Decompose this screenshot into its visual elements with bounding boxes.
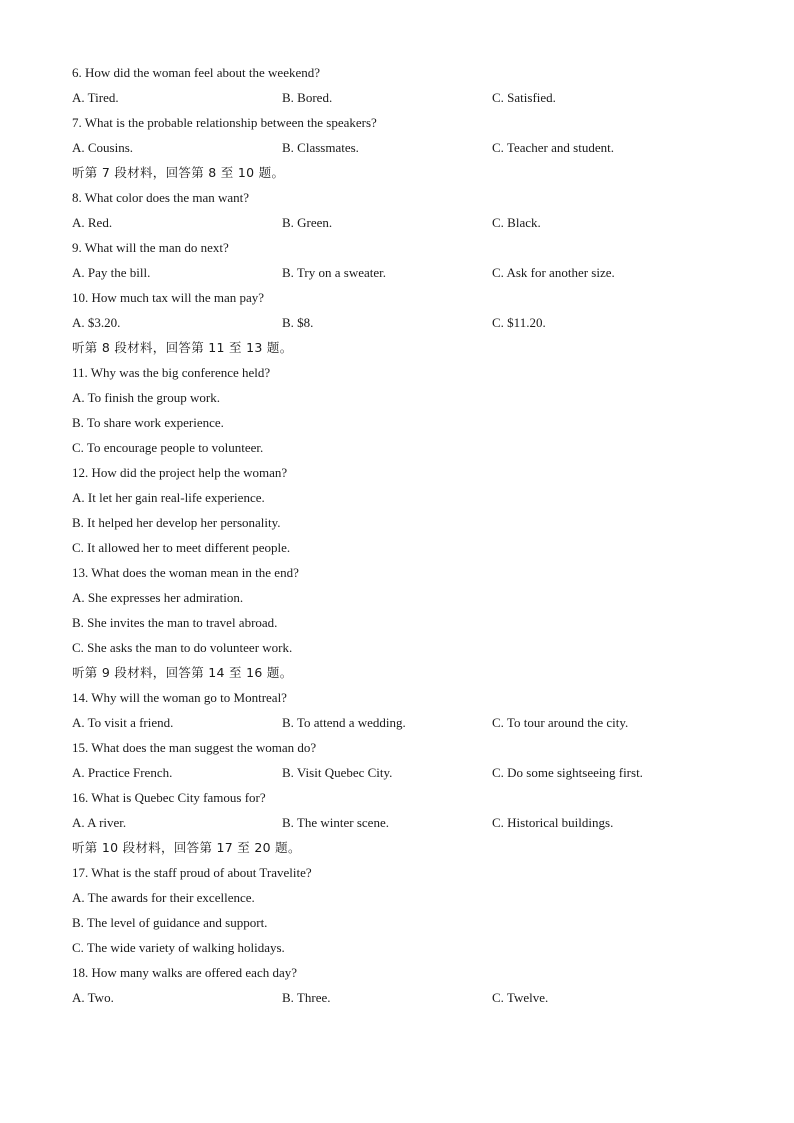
answer-option: C. To encourage people to volunteer. <box>72 440 264 455</box>
answer-option-a: A. Red. <box>72 215 113 230</box>
answer-option-a: A. $3.20. <box>72 315 121 330</box>
answer-option-a: A. To visit a friend. <box>72 715 174 730</box>
question-text: 6. How did the woman feel about the weekend? <box>72 65 321 80</box>
answer-option-c: C. To tour around the city. <box>492 715 629 730</box>
answer-option: B. She invites the man to travel abroad. <box>72 615 278 630</box>
section-heading: 听第 8 段材料，回答第 11 至 13 题。 <box>72 340 293 355</box>
answer-option-b: B. Three. <box>282 990 331 1005</box>
question-text: 7. What is the probable relationship between the speakers? <box>72 115 377 130</box>
answer-option-a: A. Cousins. <box>72 140 134 155</box>
answer-option-b: B. Try on a sweater. <box>282 265 386 280</box>
answer-option-b: B. To attend a wedding. <box>282 715 406 730</box>
answer-options-row <box>72 137 732 162</box>
answer-options-row <box>72 262 732 287</box>
answer-option-c: C. Teacher and student. <box>492 140 614 155</box>
answer-option-c: C. $11.20. <box>492 315 546 330</box>
answer-option-b: B. Bored. <box>282 90 333 105</box>
answer-option: C. She asks the man to do volunteer work. <box>72 640 293 655</box>
question-text: 8. What color does the man want? <box>72 190 250 205</box>
section-heading: 听第 9 段材料，回答第 14 至 16 题。 <box>72 665 293 680</box>
answer-options-row <box>72 812 732 837</box>
section-heading: 听第 10 段材料，回答第 17 至 20 题。 <box>72 840 301 855</box>
answer-option-a: A. Two. <box>72 990 114 1005</box>
question-text: 15. What does the man suggest the woman do? <box>72 740 317 755</box>
answer-option-c: C. Twelve. <box>492 990 549 1005</box>
question-text: 18. How many walks are offered each day? <box>72 965 297 980</box>
answer-option: A. The awards for their excellence. <box>72 890 255 905</box>
answer-option: C. It allowed her to meet different people. <box>72 540 291 555</box>
answer-options-row <box>72 212 732 237</box>
answer-option-a: A. Practice French. <box>72 765 173 780</box>
question-text: 10. How much tax will the man pay? <box>72 290 265 305</box>
answer-option-c: C. Ask for another size. <box>492 265 615 280</box>
answer-option-c: C. Satisfied. <box>492 90 556 105</box>
answer-options-row <box>72 987 732 1012</box>
answer-options-row <box>72 712 732 737</box>
answer-option-b: B. The winter scene. <box>282 815 389 830</box>
answer-option: A. To finish the group work. <box>72 390 220 405</box>
answer-options-row <box>72 87 732 112</box>
answer-option-b: B. Green. <box>282 215 333 230</box>
answer-option: B. To share work experience. <box>72 415 224 430</box>
question-text: 16. What is Quebec City famous for? <box>72 790 266 805</box>
question-text: 9. What will the man do next? <box>72 240 229 255</box>
answer-option-c: C. Black. <box>492 215 541 230</box>
answer-option-b: B. Visit Quebec City. <box>282 765 393 780</box>
answer-options-row <box>72 312 732 337</box>
question-text: 12. How did the project help the woman? <box>72 465 288 480</box>
answer-option-b: B. Classmates. <box>282 140 359 155</box>
question-text: 11. Why was the big conference held? <box>72 365 271 380</box>
answer-option: B. The level of guidance and support. <box>72 915 268 930</box>
answer-option-c: C. Do some sightseeing first. <box>492 765 643 780</box>
answer-option: B. It helped her develop her personality. <box>72 515 281 530</box>
answer-option: A. It let her gain real-life experience. <box>72 490 265 505</box>
question-text: 17. What is the staff proud of about Travelite? <box>72 865 312 880</box>
section-heading: 听第 7 段材料，回答第 8 至 10 题。 <box>72 165 285 180</box>
answer-option-a: A. A river. <box>72 815 127 830</box>
question-text: 13. What does the woman mean in the end? <box>72 565 299 580</box>
answer-option-a: A. Tired. <box>72 90 119 105</box>
question-text: 14. Why will the woman go to Montreal? <box>72 690 287 705</box>
answer-option-b: B. $8. <box>282 315 314 330</box>
answer-options-row <box>72 762 732 787</box>
answer-option: C. The wide variety of walking holidays. <box>72 940 285 955</box>
answer-option-a: A. Pay the bill. <box>72 265 151 280</box>
answer-option: A. She expresses her admiration. <box>72 590 244 605</box>
exam-page <box>72 62 732 1012</box>
answer-option-c: C. Historical buildings. <box>492 815 614 830</box>
